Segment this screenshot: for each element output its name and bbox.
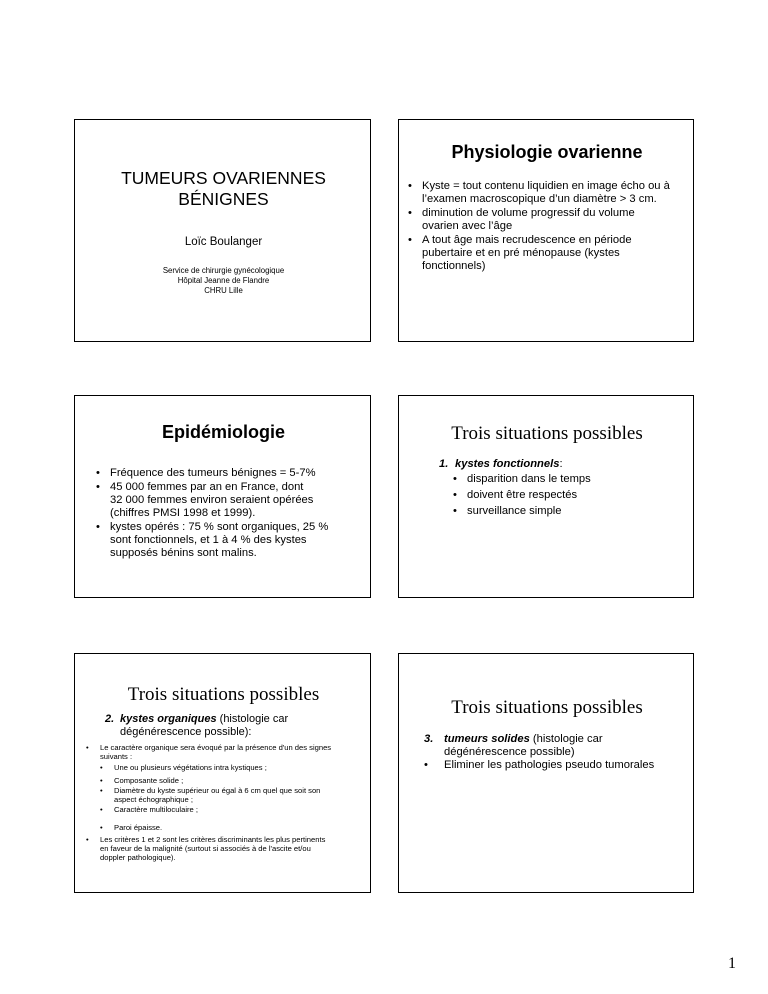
bullet-list <box>408 180 690 274</box>
list-item: • diminution de volume progressif du volume ovarien avec l’âge <box>408 207 690 233</box>
list-item: • 45 000 femmes par an en France, dont 32 000 femmes environ seraient opérées (chiffres PMSI 1998 et 1999). <box>96 481 366 520</box>
slide-heading: Trois situations possibles <box>451 423 643 444</box>
criteria-list <box>86 743 366 864</box>
list-item: • Kyste = tout contenu liquidien en image écho ou à l’examen macroscopique d’un diamètre > 3 cm. <box>408 180 690 206</box>
bullet-list <box>96 467 366 561</box>
title-line-2: BÉNIGNES <box>178 189 269 209</box>
affiliation-line: Hôpital Jeanne de Flandre <box>177 276 270 285</box>
bullet-list <box>453 473 683 521</box>
list-item: • surveillance simple <box>453 505 683 518</box>
list-item: • Composante solide ; <box>100 776 366 785</box>
list-item: • doivent être respectés <box>453 489 683 502</box>
slide-heading: Physiologie ovarienne <box>451 142 643 162</box>
page-number: 1 <box>728 955 736 972</box>
list-item: • Fréquence des tumeurs bénignes = 5-7% <box>96 467 366 480</box>
list-item: • Une ou plusieurs végétations intra kystiques ; <box>100 763 366 772</box>
author-name: Loïc Boulanger <box>184 236 263 248</box>
title-line-1: TUMEURS OVARIENNES <box>121 168 326 188</box>
list-heading: 3. tumeurs solides (histologie car dégénérescence possible) • Eliminer les pathologies pseudo tumorales <box>424 733 689 772</box>
slide-heading: Trois situations possibles <box>127 684 320 705</box>
list-heading: 1. kystes fonctionnels: <box>439 458 563 470</box>
slide-situation-3 <box>398 653 694 893</box>
slide-heading: Trois situations possibles <box>451 697 643 718</box>
signs-list <box>100 763 366 832</box>
list-item: • A tout âge mais recrudescence en période pubertaire et en pré ménopause (kystes fonctionnels) <box>408 234 690 273</box>
list-item: • disparition dans le temps <box>453 473 683 486</box>
list-item: • Diamètre du kyste supérieur ou égal à 6 cm quel que soit son aspect échographique ; <box>100 786 366 804</box>
slide-physiologie <box>398 119 694 342</box>
affiliation-line: Service de chirurgie gynécologique <box>162 266 285 275</box>
list-item: • Paroi épaisse. <box>100 823 366 832</box>
slide-heading: Epidémiologie <box>161 422 285 442</box>
list-item: • Eliminer les pathologies pseudo tumorales <box>424 759 655 771</box>
list-item: • Caractère multiloculaire ; <box>100 805 366 814</box>
list-item: • Les critères 1 et 2 sont les critères discriminants les plus pertinents en faveur de la malignité (surtout si associés à de l'ascite et/ou doppler pathologique). <box>86 835 366 862</box>
slide-situation-1 <box>398 395 694 598</box>
list-item: • kystes opérés : 75 % sont organiques, 25 % sont fonctionnels, et 1 à 4 % des kystes supposés bénins sont malins. <box>96 521 366 560</box>
affiliation <box>75 266 371 296</box>
list-item: • Le caractère organique sera évoqué par la présence d'un des signes suivants : • Une ou plusieurs végétations intra kystiques ; • Composante solide ; • Diamètre du kyste supérieur ou égal à 6 cm quel que soit son aspect échographique ; • Caractère multiloculaire ; • Paroi épaisse. <box>86 743 366 832</box>
slide-epidemiologie <box>74 395 371 598</box>
list-heading: 2. kystes organiques (histologie car dégénérescence possible): <box>105 713 289 738</box>
slide-situation-2 <box>74 653 371 893</box>
presentation-title <box>75 168 371 210</box>
slide-title <box>74 119 371 342</box>
affiliation-line: CHRU Lille <box>204 286 243 295</box>
